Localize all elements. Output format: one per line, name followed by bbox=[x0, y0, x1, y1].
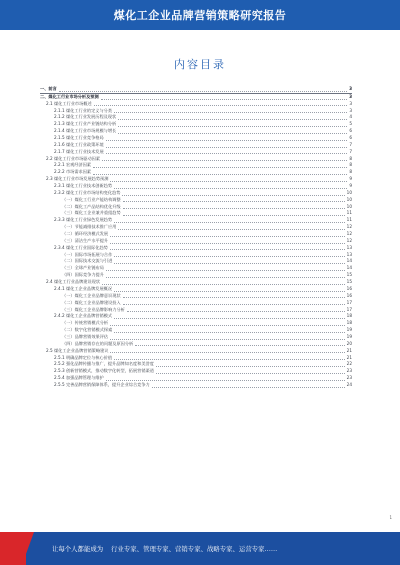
toc-entry[interactable] bbox=[40, 121, 352, 128]
toc-entry[interactable] bbox=[40, 210, 352, 217]
toc-leader-dots bbox=[114, 222, 345, 223]
toc-entry[interactable] bbox=[40, 101, 352, 108]
toc-entry[interactable] bbox=[40, 307, 352, 314]
toc-entry-label: 2.2.2 市场需求因素 bbox=[54, 169, 92, 175]
toc-entry-label: 2.4.2 煤化工企业品牌营销模式 bbox=[54, 313, 113, 319]
toc-entry[interactable] bbox=[40, 334, 352, 341]
toc-entry-page: 16 bbox=[346, 292, 352, 298]
toc-entry-label: 2.1.5 煤化工行业竞争格局 bbox=[54, 135, 104, 141]
toc-entry[interactable] bbox=[40, 149, 352, 156]
toc-entry-page: 15 bbox=[346, 272, 352, 278]
toc-entry-label: （二）数字化营销模式探索 bbox=[62, 327, 113, 333]
toc-leader-dots bbox=[110, 236, 345, 237]
toc-entry-page: 11 bbox=[346, 217, 352, 223]
toc-entry-page: 12 bbox=[346, 231, 352, 237]
toc-entry-page: 16 bbox=[346, 285, 352, 291]
toc-leader-dots bbox=[156, 373, 345, 374]
toc-entry-page: 3 bbox=[349, 100, 352, 106]
toc-leader-dots bbox=[114, 112, 347, 113]
toc-leader-dots bbox=[106, 277, 345, 278]
toc-leader-dots bbox=[59, 91, 347, 92]
toc-entry-page: 8 bbox=[349, 169, 352, 175]
toc-entry[interactable] bbox=[40, 313, 352, 320]
toc-entry-label: 2.5 煤化工企业品牌营销策略建议 bbox=[46, 347, 109, 353]
toc-leader-dots bbox=[106, 140, 348, 141]
toc-entry-page: 9 bbox=[349, 176, 352, 182]
toc-entry[interactable] bbox=[40, 108, 352, 115]
toc-entry[interactable] bbox=[40, 375, 352, 382]
toc-entry-label: 2.2.1 宏观经济因素 bbox=[54, 162, 92, 168]
toc-entry-page: 8 bbox=[349, 155, 352, 161]
toc-entry[interactable] bbox=[40, 128, 352, 135]
toc-leader-dots bbox=[127, 311, 345, 312]
toc-leader-dots bbox=[106, 270, 345, 271]
toc-entry[interactable] bbox=[40, 86, 352, 94]
toc-entry[interactable] bbox=[40, 320, 352, 327]
toc-entry[interactable] bbox=[40, 382, 352, 389]
toc-entry[interactable] bbox=[40, 265, 352, 272]
toc-entry[interactable] bbox=[40, 341, 352, 348]
toc-entry-page: 24 bbox=[346, 381, 352, 387]
toc-leader-dots bbox=[114, 188, 347, 189]
toc-entry[interactable] bbox=[40, 355, 352, 362]
toc-entry-label: 一、前言 bbox=[40, 86, 57, 91]
toc-leader-dots bbox=[123, 215, 345, 216]
toc-entry-label: 2.3.4 煤化工行业国际化趋势 bbox=[54, 244, 108, 250]
toc-entry-label: 2.5.2 强化品牌传播与推广，提升品牌知名度和美誉度 bbox=[54, 361, 154, 367]
toc-leader-dots bbox=[110, 339, 345, 340]
toc-entry[interactable] bbox=[40, 258, 352, 265]
toc-leader-dots bbox=[102, 284, 345, 285]
toc-entry[interactable] bbox=[40, 238, 352, 245]
toc-leader-dots bbox=[110, 243, 345, 244]
toc-entry[interactable] bbox=[40, 169, 352, 176]
toc-entry-label: （三）煤化工企业品牌影响力分析 bbox=[62, 306, 125, 312]
toc-entry-page: 14 bbox=[346, 265, 352, 271]
toc-leader-dots bbox=[93, 174, 347, 175]
toc-entry-page: 7 bbox=[349, 141, 352, 147]
toc-entry-label: 2.1.6 煤化工行业政策环境 bbox=[54, 141, 104, 147]
toc-entry[interactable] bbox=[40, 176, 352, 183]
toc-entry-label: （一）国际市场拓展与合作 bbox=[62, 251, 113, 257]
toc-entry-page: 21 bbox=[346, 354, 352, 360]
toc-entry[interactable] bbox=[40, 293, 352, 300]
toc-entry[interactable] bbox=[40, 368, 352, 375]
toc-entry-page: 6 bbox=[349, 135, 352, 141]
toc-entry-page: 7 bbox=[349, 148, 352, 154]
toc-entry-label: （一）煤化工行业产能结构调整 bbox=[62, 196, 121, 202]
toc-leader-dots bbox=[93, 167, 347, 168]
page-header bbox=[0, 0, 400, 30]
toc-entry-label: 2.1.1 煤化工行业的定义与分类 bbox=[54, 107, 113, 113]
toc-leader-dots bbox=[123, 201, 345, 202]
toc-entry-label: 2.5.5 完善品牌营销保障体系，提升企业综合竞争力 bbox=[54, 381, 150, 387]
toc-entry-label: 2.3.1 煤化工行业技术创新趋势 bbox=[54, 183, 113, 189]
report-title: 煤化工企业品牌营销策略研究报告 bbox=[113, 9, 287, 22]
toc-leader-dots bbox=[118, 229, 344, 230]
toc-entry[interactable] bbox=[40, 197, 352, 204]
toc-entry-page: 13 bbox=[346, 244, 352, 250]
toc-entry-page: 23 bbox=[346, 368, 352, 374]
toc-entry[interactable] bbox=[40, 300, 352, 307]
toc-entry[interactable] bbox=[40, 252, 352, 259]
toc-entry-label: 2.1.4 煤化工行业市场规模与增长 bbox=[54, 128, 117, 134]
toc-entry[interactable] bbox=[40, 286, 352, 293]
toc-entry-page: 20 bbox=[346, 340, 352, 346]
table-of-contents bbox=[40, 86, 352, 389]
toc-entry-label: 2.1 煤化工行业市场概述 bbox=[46, 100, 92, 106]
toc-leader-dots bbox=[123, 208, 345, 209]
toc-entry-page: 5 bbox=[349, 121, 352, 127]
toc-entry[interactable] bbox=[40, 204, 352, 211]
toc-entry-page: 17 bbox=[346, 299, 352, 305]
toc-entry[interactable] bbox=[40, 135, 352, 142]
toc-entry-page: 3 bbox=[349, 93, 352, 99]
toc-leader-dots bbox=[110, 325, 345, 326]
toc-entry-page: 10 bbox=[346, 189, 352, 195]
toc-leader-dots bbox=[114, 291, 345, 292]
toc-leader-dots bbox=[123, 304, 345, 305]
toc-entry-page: 3 bbox=[349, 86, 352, 91]
toc-entry[interactable] bbox=[40, 156, 352, 163]
toc-leader-dots bbox=[102, 160, 347, 161]
toc-entry-page: 19 bbox=[346, 327, 352, 333]
toc-entry-page: 4 bbox=[349, 114, 352, 120]
toc-entry-label: （二）国际技术交流与引进 bbox=[62, 258, 113, 264]
toc-entry-label: （一）节能减排技术推广应用 bbox=[62, 224, 117, 230]
toc-entry-page: 13 bbox=[346, 251, 352, 257]
toc-leader-dots bbox=[135, 345, 344, 346]
toc-leader-dots bbox=[114, 359, 345, 360]
footer-slogan-lead: 让每个人都能成为 bbox=[52, 545, 104, 553]
toc-entry-page: 17 bbox=[346, 306, 352, 312]
toc-entry-label: （四）国际竞争力提升 bbox=[62, 272, 104, 278]
toc-entry-label: 2.3.3 煤化工行业绿色发展趋势 bbox=[54, 217, 113, 223]
toc-leader-dots bbox=[114, 256, 344, 257]
toc-entry-label: 2.3 煤化工行业市场发展趋势预测 bbox=[46, 176, 109, 182]
footer-slogan bbox=[52, 532, 392, 565]
toc-entry-page: 3 bbox=[349, 107, 352, 113]
toc-entry-label: （二）循环经济模式发展 bbox=[62, 231, 109, 237]
toc-entry[interactable] bbox=[40, 183, 352, 190]
toc-entry-label: 2.5.1 明确品牌定位与核心价值 bbox=[54, 354, 113, 360]
toc-entry-page: 11 bbox=[346, 210, 352, 216]
toc-entry[interactable] bbox=[40, 217, 352, 224]
toc-entry[interactable] bbox=[40, 142, 352, 149]
toc-leader-dots bbox=[114, 332, 344, 333]
toc-leader-dots bbox=[106, 147, 348, 148]
toc-entry-page: 12 bbox=[346, 237, 352, 243]
toc-entry[interactable] bbox=[40, 231, 352, 238]
toc-entry[interactable] bbox=[40, 245, 352, 252]
toc-entry-label: 2.5.4 加强品牌管理与维护 bbox=[54, 375, 104, 381]
toc-entry-label: （三）煤化工企业兼并重组趋势 bbox=[62, 210, 121, 216]
toc-leader-dots bbox=[110, 249, 345, 250]
toc-leader-dots bbox=[106, 153, 348, 154]
toc-entry-page: 21 bbox=[346, 347, 352, 353]
toc-entry-label: 2.2 煤化工行业市场驱动因素 bbox=[46, 155, 101, 161]
toc-entry-page: 9 bbox=[349, 183, 352, 189]
toc-entry[interactable] bbox=[40, 162, 352, 169]
toc-entry-label: （一）传统营销模式分析 bbox=[62, 320, 109, 326]
toc-entry-label: 二、煤化工行业市场分析及预测 bbox=[40, 93, 99, 99]
toc-entry-page: 10 bbox=[346, 203, 352, 209]
toc-entry-page: 8 bbox=[349, 162, 352, 168]
toc-entry[interactable] bbox=[40, 327, 352, 334]
toc-leader-dots bbox=[101, 99, 347, 100]
toc-leader-dots bbox=[152, 387, 345, 388]
toc-entry-label: （四）品牌营销存在的问题及原因分析 bbox=[62, 340, 134, 346]
toc-entry-label: 2.1.7 煤化工行业技术发展 bbox=[54, 148, 104, 154]
toc-entry-page: 12 bbox=[346, 224, 352, 230]
toc-entry-label: （二）煤化工产品结构优化升级 bbox=[62, 203, 121, 209]
toc-entry-label: 2.4.1 煤化工企业品牌发展概况 bbox=[54, 285, 113, 291]
toc-entry-page: 10 bbox=[346, 196, 352, 202]
toc-entry-label: （三）全球产业链布局 bbox=[62, 265, 104, 271]
toc-entry[interactable] bbox=[40, 348, 352, 355]
footer-slogan-tags: 行业专家、管理专家、营销专家、战略专家、运营专家…… bbox=[111, 545, 278, 553]
toc-entry[interactable] bbox=[40, 190, 352, 197]
toc-entry-label: 2.5.3 创新营销模式，推动数字化转型，拓展营销渠道 bbox=[54, 368, 154, 374]
toc-leader-dots bbox=[156, 366, 345, 367]
toc-entry-page: 18 bbox=[346, 320, 352, 326]
toc-entry-label: （二）煤化工企业品牌建设投入 bbox=[62, 299, 121, 305]
toc-leader-dots bbox=[118, 126, 347, 127]
toc-entry-page: 18 bbox=[346, 313, 352, 319]
toc-leader-dots bbox=[94, 105, 348, 106]
toc-leader-dots bbox=[123, 297, 345, 298]
toc-entry[interactable] bbox=[40, 224, 352, 231]
toc-entry-page: 22 bbox=[346, 361, 352, 367]
toc-entry-label: 2.3.2 煤化工行业市场结构变化趋势 bbox=[54, 189, 121, 195]
toc-entry-label: （三）品牌营销效果评估 bbox=[62, 333, 109, 339]
toc-entry[interactable] bbox=[40, 279, 352, 286]
toc-entry-page: 23 bbox=[346, 375, 352, 381]
toc-entry-label: 2.1.3 煤化工行业产业链结构分析 bbox=[54, 121, 117, 127]
toc-entry-page: 14 bbox=[346, 258, 352, 264]
toc-entry[interactable] bbox=[40, 94, 352, 101]
toc-entry-label: （三）清洁生产水平提升 bbox=[62, 237, 109, 243]
toc-entry-label: 2.4 煤化工行业品牌建设现状 bbox=[46, 279, 101, 285]
toc-heading: 内容目录 bbox=[174, 58, 226, 71]
toc-leader-dots bbox=[122, 195, 344, 196]
toc-entry-page: 15 bbox=[346, 279, 352, 285]
toc-entry-label: 2.1.2 煤化工行业发展历程及现状 bbox=[54, 114, 117, 120]
toc-leader-dots bbox=[110, 352, 344, 353]
toc-entry-label: （一）煤化工企业品牌意识现状 bbox=[62, 292, 121, 298]
toc-entry-page: 6 bbox=[349, 128, 352, 134]
toc-entry[interactable] bbox=[40, 114, 352, 121]
toc-entry[interactable] bbox=[40, 272, 352, 279]
toc-leader-dots bbox=[114, 263, 344, 264]
toc-leader-dots bbox=[110, 181, 347, 182]
toc-leader-dots bbox=[106, 380, 345, 381]
toc-leader-dots bbox=[118, 119, 347, 120]
toc-entry-page: 19 bbox=[346, 333, 352, 339]
toc-leader-dots bbox=[118, 133, 347, 134]
page-number: 1 bbox=[389, 515, 392, 520]
toc-leader-dots bbox=[114, 318, 345, 319]
toc-entry[interactable] bbox=[40, 361, 352, 368]
